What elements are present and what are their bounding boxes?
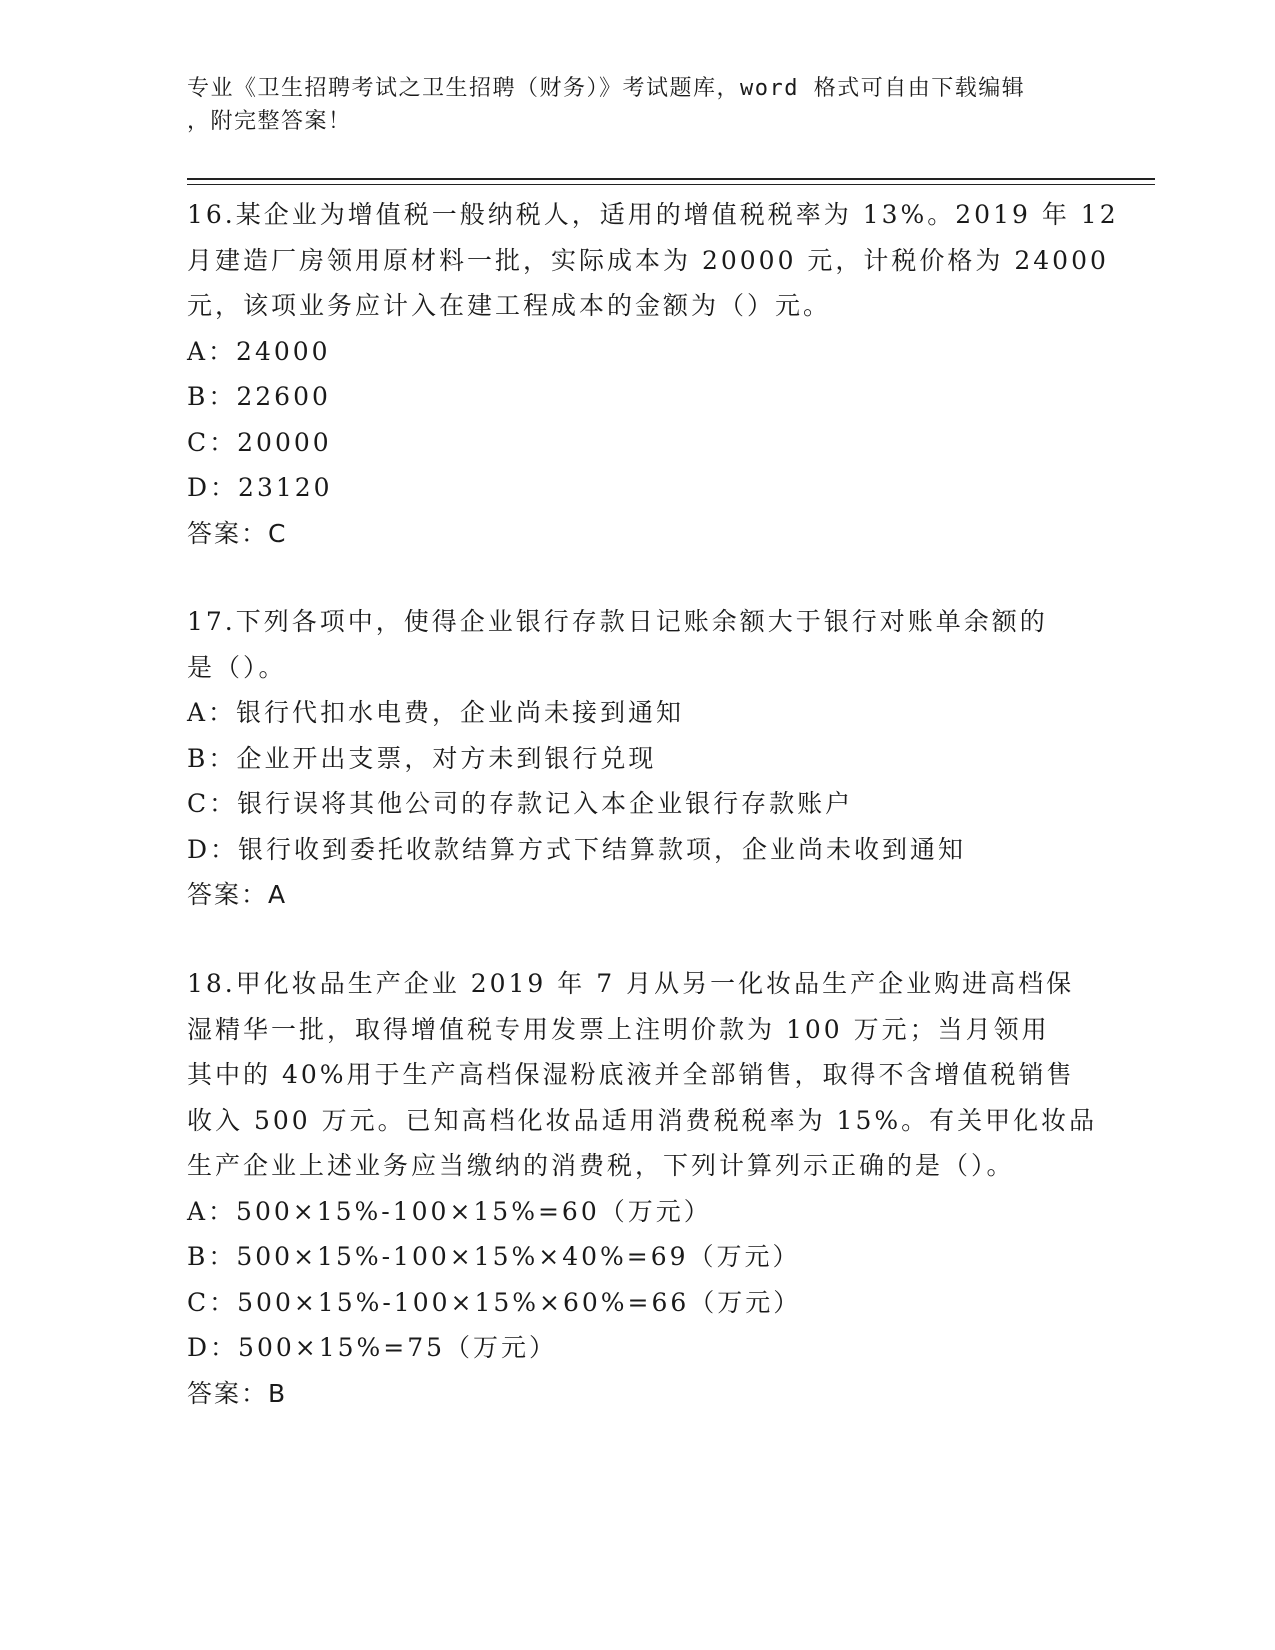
question-stem-line: 其中的 40%用于生产高档保湿粉底液并全部销售，取得不含增值税销售 <box>187 1060 1075 1089</box>
option-c: C：500×15%-100×15%×60%=66（万元） <box>187 1287 802 1317</box>
option-b: B：企业开出支票，对方未到银行兑现 <box>187 743 657 773</box>
question-stem-line: 18.甲化妆品生产企业 2019 年 7 月从另一化妆品生产企业购进高档保 <box>187 969 1075 998</box>
option-a: A：银行代扣水电费，企业尚未接到通知 <box>187 698 685 727</box>
option-b: B：22600 <box>187 382 331 411</box>
question-18 <box>187 961 1098 1416</box>
question-stem-line: 17.下列各项中，使得企业银行存款日记账余额大于银行对账单余额的 <box>187 607 1048 636</box>
header-divider-thick <box>187 178 1155 180</box>
option-d: D：23120 <box>187 473 333 502</box>
option-a: A：24000 <box>187 336 331 366</box>
question-stem-line: 16.某企业为增值税一般纳税人，适用的增值税税率为 13%。2019 年 12 <box>187 200 1119 229</box>
question-17 <box>187 599 1087 918</box>
document-header <box>187 72 1077 138</box>
option-c: C：20000 <box>187 427 332 457</box>
header-line-1: 专业《卫生招聘考试之卫生招聘（财务）》考试题库，word 格式可自由下载编辑 <box>187 76 1026 101</box>
question-stem-line: 月建造厂房领用原材料一批，实际成本为 20000 元，计税价格为 24000 <box>187 245 1109 275</box>
answer-label: 答案：C <box>187 518 288 548</box>
question-stem-line: 湿精华一批，取得增值税专用发票上注明价款为 100 万元；当月领用 <box>187 1014 1050 1044</box>
answer-label: 答案：B <box>187 1378 288 1408</box>
question-stem-line: 生产企业上述业务应当缴纳的消费税，下列计算列示正确的是（）。 <box>187 1151 1015 1180</box>
question-stem-line: 收入 500 万元。已知高档化妆品适用消费税税率为 15%。有关甲化妆品 <box>187 1105 1098 1135</box>
option-b: B：500×15%-100×15%×40%=69（万元） <box>187 1242 801 1271</box>
question-stem-line: 元，该项业务应计入在建工程成本的金额为（）元。 <box>187 291 832 320</box>
header-divider-thin <box>187 184 1155 185</box>
header-line-2: ，附完整答案！ <box>187 109 352 134</box>
question-stem-line: 是（）。 <box>187 652 287 682</box>
answer-label: 答案：A <box>187 880 288 909</box>
option-a: A：500×15%-100×15%=60（万元） <box>187 1196 712 1226</box>
option-c: C：银行误将其他公司的存款记入本企业银行存款账户 <box>187 789 854 818</box>
option-d: D：500×15%=75（万元） <box>187 1333 558 1362</box>
question-16 <box>187 192 1119 556</box>
option-d: D：银行收到委托收款结算方式下结算款项，企业尚未收到通知 <box>187 834 967 864</box>
